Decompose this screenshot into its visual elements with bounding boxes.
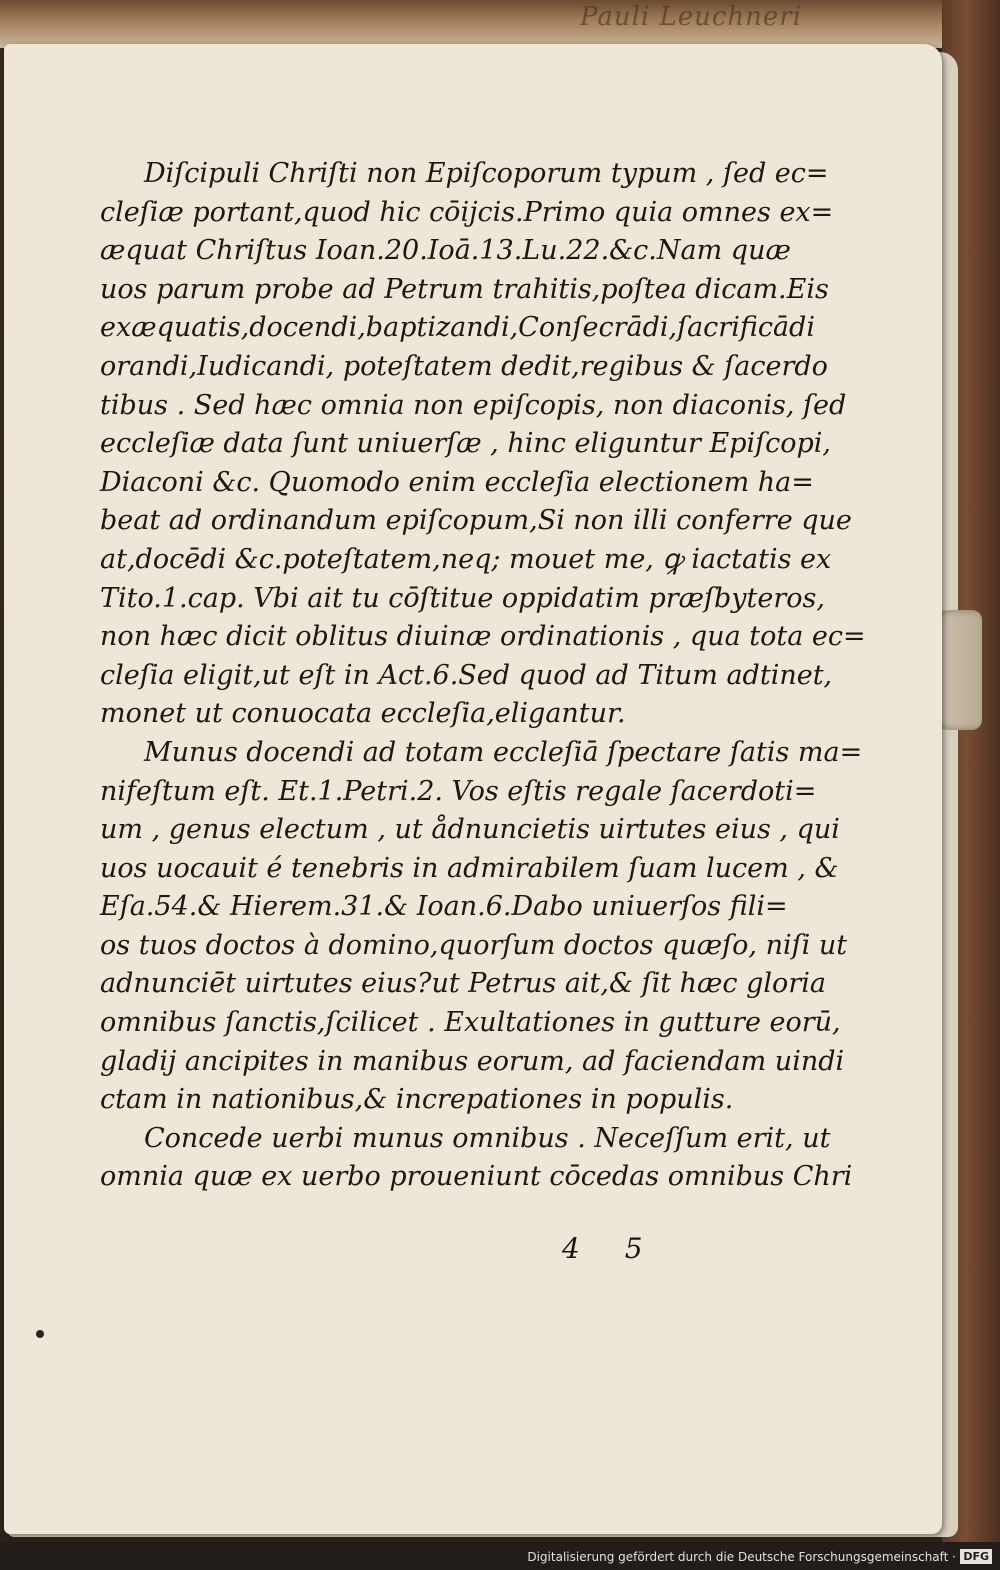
text-line: Diſcipuli Chriſti non Epiſcoporum typum , ſed ec=: [144, 158, 829, 189]
text-line: eccleſiæ data ſunt uniuerſæ , hinc eliguntur Epiſcopi,: [100, 428, 832, 460]
text-line: Eſa.54.& Hierem.31.& Ioan.6.Dabo uniuerſos fili=: [100, 891, 788, 923]
signature-mark: 4 5: [562, 1232, 661, 1265]
text-line: Diaconi &c. Quomodo enim eccleſia electionem ha=: [100, 466, 814, 498]
previous-page-text: Pauli Leuchneri: [580, 2, 803, 32]
text-line: exæquatis,docendi,baptizandi,Conſecrādi,ſacrificādi: [100, 312, 815, 344]
text-line: ctam in nationibus,& increpationes in populis.: [100, 1084, 734, 1116]
text-line: monet ut conuocata eccleſia,eligantur.: [100, 698, 626, 730]
text-line: orandi,Iudicandi, poteſtatem dedit,regibus & ſacerdo: [100, 350, 828, 382]
text-line: Tito.1.cap. Vbi ait tu cōſtitue oppidatim præſbyteros,: [100, 582, 825, 614]
text-line: gladij ancipites in manibus eorum, ad faciendam uindi: [100, 1045, 845, 1077]
text-line: uos parum probe ad Petrum trahitis,poſtea dicam.Eis: [100, 273, 829, 305]
text-line: adnunciēt uirtutes eius?ut Petrus ait,& ſit hæc gloria: [100, 968, 826, 1000]
text-line: omnibus ſanctis,ſcilicet . Exultationes in gutture eorū,: [100, 1007, 841, 1039]
text-line: Concede uerbi munus omnibus . Neceſſum erit, ut: [144, 1122, 831, 1154]
footer-bar: [0, 1542, 1000, 1570]
previous-page-edge: [0, 0, 1000, 48]
text-line: at,docēdi &c.poteſtatem,neq; mouet me, ꝙ iactatis ex: [100, 543, 832, 575]
text-line: os tuos doctos à domino,quorſum doctos quæſo, niſi ut: [100, 929, 848, 961]
text-line: æquat Chriſtus Ioan.20.Ioā.13.Lu.22.&c.Nam quæ: [100, 235, 791, 267]
text-line: cleſia eligit,ut eſt in Act.6.Sed quod ad Titum adtinet,: [100, 659, 833, 691]
body-text: [100, 155, 866, 1197]
text-line: cleſiæ portant,quod hic cōijcis.Primo quia omnes ex=: [100, 196, 834, 228]
text-line: omnia quæ ex uerbo proueniunt cōcedas omnibus Chri: [100, 1161, 853, 1193]
funding-credit: Digitalisierung gefördert durch die Deutsche Forschungsgemeinschaft ·: [527, 1550, 956, 1564]
text-line: tibus . Sed hæc omnia non epiſcopis, non diaconis, ſed: [100, 389, 847, 421]
text-line: non hæc dicit oblitus diuinæ ordinationis , qua tota ec=: [100, 621, 866, 653]
text-line: Munus docendi ad totam eccleſiā ſpectare ſatis ma=: [144, 736, 863, 768]
text-line: uos uocauit é tenebris in admirabilem ſuam lucem , &: [100, 852, 839, 884]
text-line: um , genus electum , ut ådnuncietis uirtutes eius , qui: [100, 814, 840, 846]
ink-spot: [36, 1330, 44, 1338]
text-line: nifeſtum eſt. Et.1.Petri.2. Vos eſtis regale ſacerdoti=: [100, 775, 817, 807]
dfg-logo: DFG: [960, 1549, 992, 1564]
text-line: beat ad ordinandum epiſcopum,Si non illi conferre que: [100, 505, 852, 537]
